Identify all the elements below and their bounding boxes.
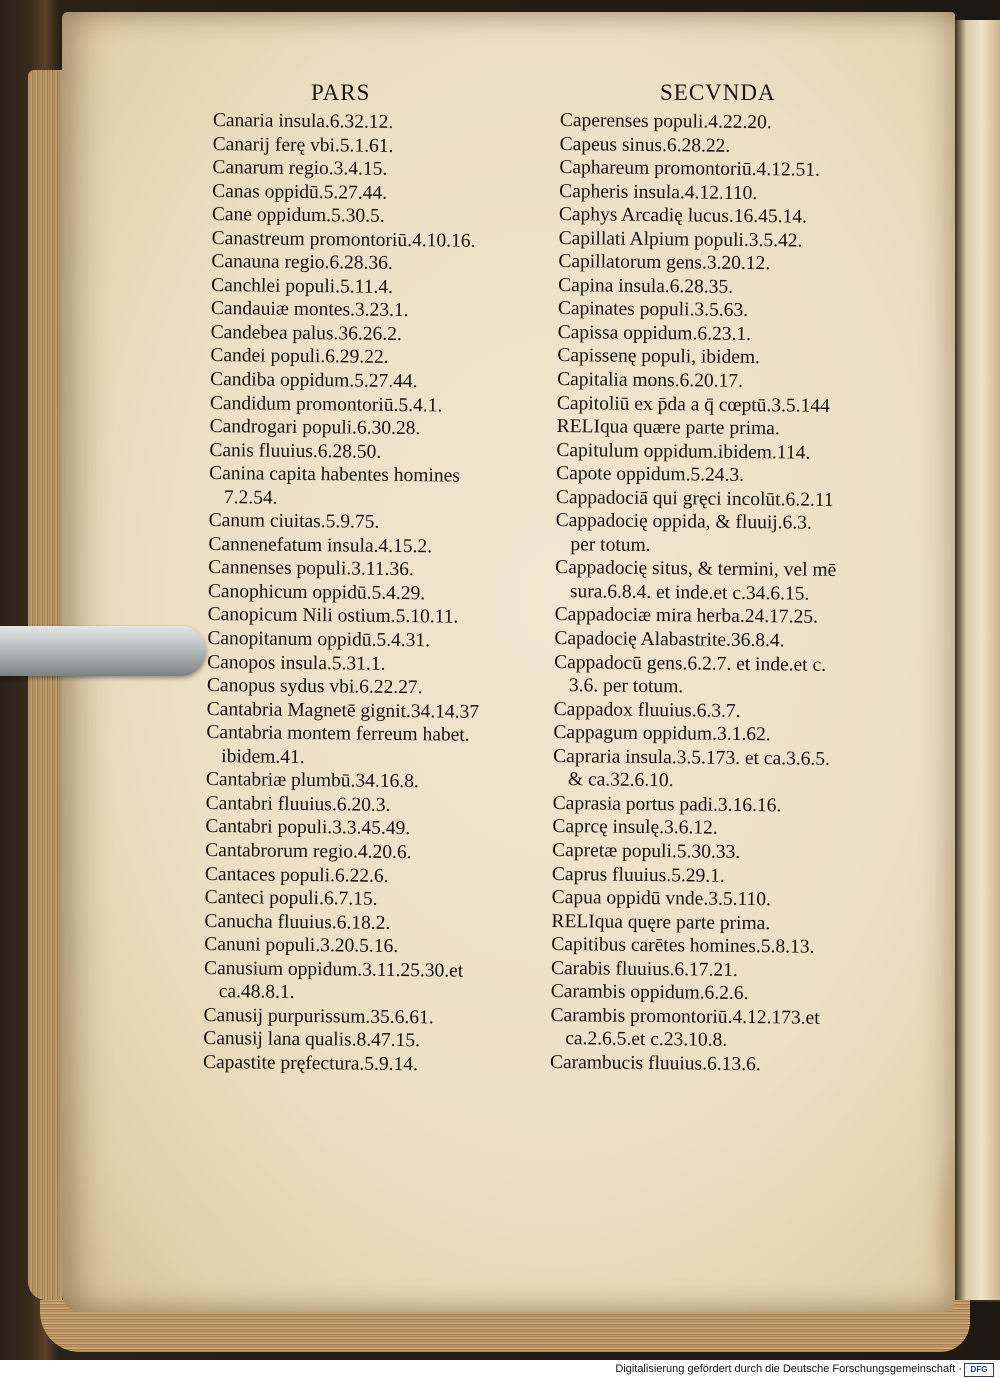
index-entry: Capadocię Alabastrite.36.8.4. <box>554 628 785 652</box>
index-entry: Capina insula.6.28.35. <box>558 274 734 298</box>
index-entry: Canopus sydus vbi.6.22.27. <box>206 675 423 699</box>
index-entry: Capraria insula.3.5.173. et ca.3.6.5. <box>553 745 831 770</box>
index-entry: Cappadocū gens.6.2.7. et inde.et c. <box>554 651 827 676</box>
index-column-right <box>550 109 841 1077</box>
index-entry: Canopitanum oppidū.5.4.31. <box>207 628 431 652</box>
footer-text: Digitalisierung gefördert durch die Deutsche Forschungsgemeinschaft · <box>615 1363 962 1375</box>
index-entry: Capitalia mons.6.20.17. <box>557 369 744 392</box>
index-entry: ca.48.8.1. <box>218 981 295 1004</box>
index-entry: RELIqua quære parte prima. <box>556 416 780 440</box>
index-entry: ca.2.6.5.et c.23.10.8. <box>565 1028 728 1052</box>
index-entry: Carambucis fluuius.6.13.6. <box>549 1051 761 1076</box>
index-entry: Capitibus carētes homines.5.8.13. <box>551 934 815 958</box>
index-entry: Cantaces populi.6.22.6. <box>204 863 389 887</box>
index-entry: Canusij purpurissum.35.6.61. <box>203 1004 434 1029</box>
index-entry: Candidum promontoriū.5.4.1. <box>209 392 443 416</box>
index-entry: Caphys Arcadię lucus.16.45.14. <box>558 204 808 228</box>
index-entry: Cappadocię oppida, & fluuij.6.3. <box>555 510 812 534</box>
index-entry: Cappadociā qui gręci incolūt.6.2.11 <box>555 486 834 511</box>
index-entry: Carambis oppidum.6.2.6. <box>550 981 749 1005</box>
index-entry: Candei populi.6.29.22. <box>210 345 389 369</box>
index-entry: Capinates populi.3.5.63. <box>557 298 749 322</box>
index-entry: Capretæ populi.5.30.33. <box>552 839 741 863</box>
index-entry: Caprasia portus padi.3.16.16. <box>552 792 782 817</box>
index-entry: Canarum regio.3.4.15. <box>212 157 388 180</box>
index-entry: Carabis fluuius.6.17.21. <box>550 957 738 981</box>
index-entry: Capitulum oppidum.ibidem.114. <box>556 439 811 464</box>
index-entry: Caperenses populi.4.22.20. <box>559 109 772 134</box>
index-entry: Candauiæ montes.3.23.1. <box>210 298 409 322</box>
index-entry: Capitoliū ex p̄da a q̄ cœptū.3.5.144 <box>556 392 830 417</box>
bookmark-strip <box>0 626 206 676</box>
index-entry: Canopicum Nili ostium.5.10.11. <box>207 604 459 629</box>
index-entry: Canastreum promontoriū.4.10.16. <box>211 227 476 252</box>
index-entry: RELIqua quęre parte prima. <box>551 910 771 934</box>
index-entry: Capastite pręfectura.5.9.14. <box>202 1051 419 1076</box>
facing-page-text <box>959 31 1000 70</box>
index-entry: Cantabrorum regio.4.20.6. <box>205 839 412 864</box>
index-entry: Canum ciuitas.5.9.75. <box>208 510 380 534</box>
index-entry: Capillati Alpium populi.3.5.42. <box>558 227 803 252</box>
index-entry: Cantabri populi.3.3.45.49. <box>205 816 411 840</box>
index-entry: Carambis promontoriū.4.12.173.et <box>550 1004 820 1029</box>
running-header-right: SECVNDA <box>660 80 776 105</box>
index-entry: per totum. <box>570 533 651 556</box>
index-column-left <box>203 109 486 1077</box>
index-entry: Cantabria montem ferreum habet. <box>206 722 470 746</box>
index-entry: Candiba oppidum.5.27.44. <box>210 369 418 393</box>
index-entry: Capua oppidū vnde.3.5.110. <box>551 887 772 911</box>
index-entry: Canusium oppidum.3.11.25.30.et <box>203 957 464 982</box>
index-entry: Canuni populi.3.20.5.16. <box>204 934 399 958</box>
index-entry: Candrogari populi.6.30.28. <box>209 416 421 440</box>
index-entry: ibidem.41. <box>221 745 305 768</box>
dfg-logo: DFG <box>964 1363 994 1377</box>
index-entry: Candebea palus.36.26.2. <box>210 321 402 345</box>
index-entry: Cantabri fluuius.6.20.3. <box>205 792 391 816</box>
index-entry: Cappadocię situs, & termini, vel mē <box>555 557 837 582</box>
index-entry: Cane oppidum.5.30.5. <box>211 204 385 227</box>
index-entry: 3.6. per totum. <box>568 675 684 698</box>
index-entry: Canopos insula.5.31.1. <box>207 651 386 675</box>
index-entry: & ca.32.6.10. <box>567 769 674 792</box>
index-entry: Canauna regio.6.28.36. <box>211 251 393 275</box>
index-entry: Capillatorum gens.3.20.12. <box>558 251 771 275</box>
index-entry: Canarij ferę vbi.5.1.61. <box>212 133 394 157</box>
index-entry: Cannenses populi.3.11.36. <box>208 557 414 581</box>
index-entry: Caprus fluuius.5.29.1. <box>551 863 725 887</box>
index-entry: Canaria insula.6.32.12. <box>212 109 394 133</box>
index-entry: 7.2.54. <box>223 486 278 509</box>
index-entry: sura.6.8.4. et inde.et c.34.6.15. <box>569 581 810 605</box>
index-entry: Cappadox fluuius.6.3.7. <box>553 698 741 722</box>
index-entry: Canina capita habentes homines <box>209 463 460 487</box>
index-entry: Canucha fluuius.6.18.2. <box>204 910 391 934</box>
index-entry: Capissenę populi, ibidem. <box>557 345 761 369</box>
index-entry: Capeus sinus.6.28.22. <box>559 133 731 157</box>
index-entry: Canusij lana qualis.8.47.15. <box>203 1028 421 1052</box>
index-entry: Cantabriæ plumbū.34.16.8. <box>205 769 419 793</box>
index-entry: Capheris insula.4.12.110. <box>559 180 758 204</box>
index-entry: Canas oppidū.5.27.44. <box>212 180 388 204</box>
index-entry: Canophicum oppidū.5.4.29. <box>207 580 426 605</box>
index-entry: Caphareum promontoriū.4.12.51. <box>559 157 820 181</box>
index-entry: Canis fluuius.6.28.50. <box>209 439 382 463</box>
facing-page-edge <box>955 20 1000 1300</box>
running-header-left: PARS <box>311 80 371 105</box>
page-edges-left <box>28 70 62 1300</box>
index-entry: Cannenefatum insula.4.15.2. <box>208 533 433 558</box>
index-entry: Cappagum oppidum.3.1.62. <box>553 722 771 746</box>
index-entry: Cantabria Magnetē gignit.34.14.37 <box>206 698 480 723</box>
index-entry: Caprcę insulę.3.6.12. <box>552 816 718 840</box>
footer-bar <box>0 1360 1000 1378</box>
index-entry: Canchlei populi.5.11.4. <box>211 274 394 298</box>
index-entry: Cappadociæ mira herba.24.17.25. <box>554 604 818 629</box>
index-entry: Canteci populi.6.7.15. <box>204 887 378 910</box>
index-entry: Capote oppidum.5.24.3. <box>556 463 745 487</box>
index-entry: Capissa oppidum.6.23.1. <box>557 321 752 345</box>
